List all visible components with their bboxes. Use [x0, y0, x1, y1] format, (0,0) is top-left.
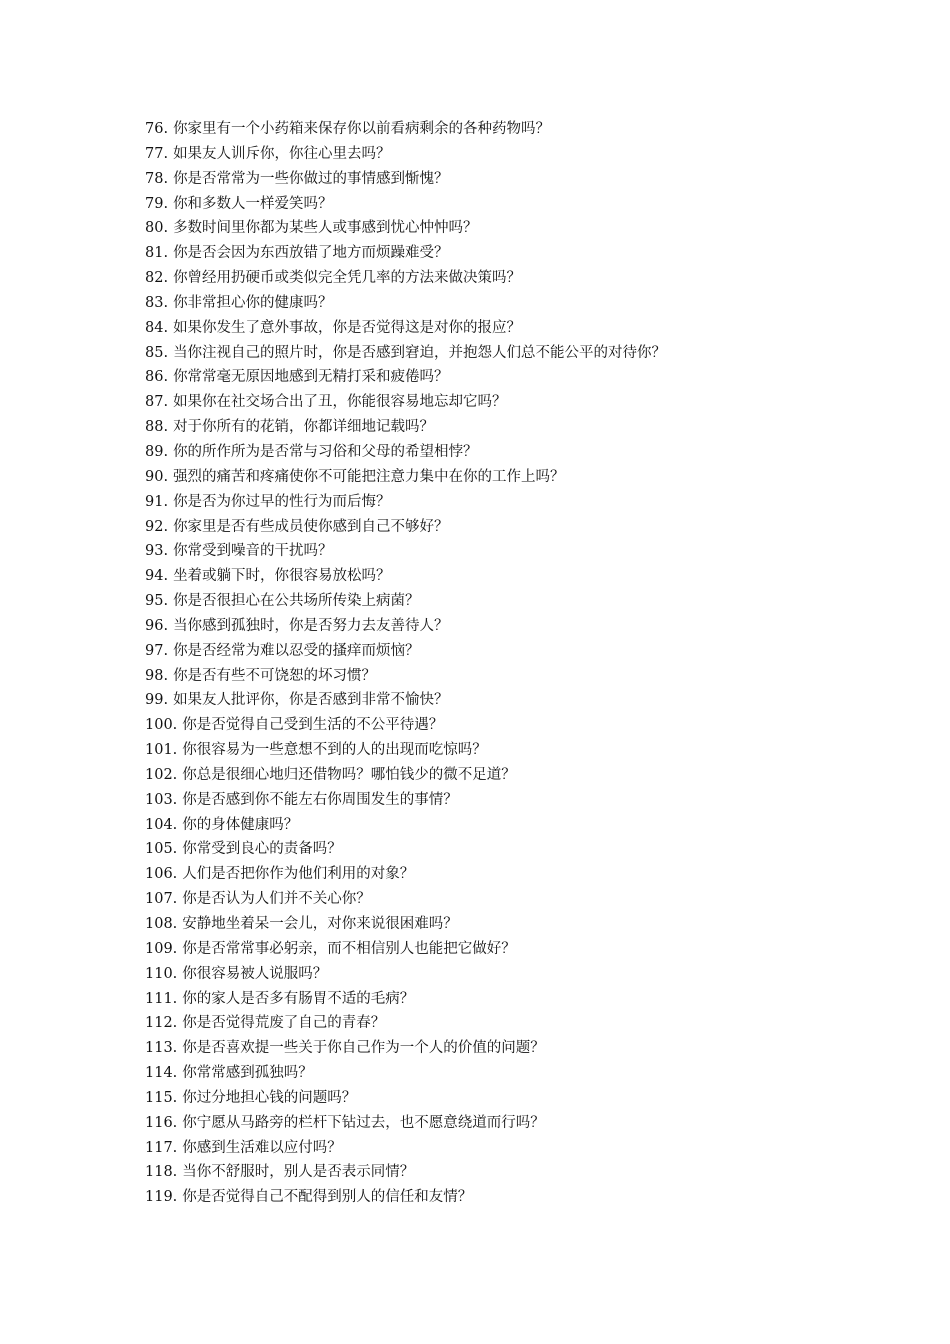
question-item: [145, 1036, 905, 1061]
question-number: 81.: [145, 245, 169, 262]
question-number: 80.: [145, 220, 169, 237]
question-number: 79.: [145, 195, 169, 212]
question-item: [145, 490, 905, 515]
question-item: [145, 1086, 905, 1111]
question-text: 你是否经常为难以忍受的搔痒而烦恼？: [173, 642, 420, 659]
question-item: [145, 614, 905, 639]
question-item: [145, 266, 905, 291]
question-text: 如果你发生了意外事故，你是否觉得这是对你的报应？: [173, 319, 522, 336]
question-text: 当你注视自己的照片时，你是否感到窘迫，并抱怨人们总不能公平的对待你？: [173, 344, 667, 361]
question-item: [145, 142, 905, 167]
question-number: 77.: [145, 145, 169, 162]
question-text: 你是否为你过早的性行为而后悔？: [173, 493, 391, 510]
question-item: [145, 1185, 905, 1210]
question-text: 你是否觉得自己不配得到别人的信任和友情？: [182, 1189, 473, 1206]
question-text: 当你不舒服时，别人是否表示同情？: [182, 1164, 415, 1181]
question-text: 你是否常常事必躬亲，而不相信别人也能把它做好？: [182, 940, 516, 957]
question-text: 你是否觉得荒废了自己的青春？: [182, 1015, 386, 1032]
question-number: 96.: [145, 617, 169, 634]
question-item: [145, 365, 905, 390]
question-item: [145, 788, 905, 813]
question-text: 你非常担心你的健康吗？: [173, 294, 333, 311]
question-text: 你宁愿从马路旁的栏杆下钻过去，也不愿意绕道而行吗？: [182, 1114, 545, 1131]
question-item: [145, 987, 905, 1012]
question-text: 你是否有些不可饶恕的坏习惯？: [173, 667, 377, 684]
question-number: 101.: [145, 742, 178, 759]
question-item: [145, 862, 905, 887]
question-text: 你和多数人一样爱笑吗？: [173, 195, 333, 212]
question-item: [145, 887, 905, 912]
question-item: [145, 216, 905, 241]
question-number: 95.: [145, 593, 169, 610]
question-item: [145, 564, 905, 589]
question-number: 111.: [145, 990, 178, 1007]
question-item: [145, 1160, 905, 1185]
question-item: [145, 1061, 905, 1086]
question-item: [145, 1136, 905, 1161]
question-number: 110.: [145, 965, 178, 982]
question-item: [145, 241, 905, 266]
question-item: [145, 415, 905, 440]
question-item: [145, 1011, 905, 1036]
question-text: 你的身体健康吗？: [182, 816, 299, 833]
question-item: [145, 763, 905, 788]
question-text: 你的家人是否多有肠胃不适的毛病？: [182, 990, 415, 1007]
question-item: [145, 962, 905, 987]
question-text: 你很容易被人说服吗？: [182, 965, 328, 982]
question-number: 83.: [145, 294, 169, 311]
question-text: 你常常感到孤独吗？: [182, 1065, 313, 1082]
question-item: [145, 837, 905, 862]
question-item: [145, 713, 905, 738]
question-item: [145, 589, 905, 614]
question-text: 当你感到孤独时，你是否努力去友善待人？: [173, 617, 449, 634]
question-number: 115.: [145, 1089, 178, 1106]
question-text: 人们是否把你作为他们利用的对象？: [182, 866, 415, 883]
question-list: [145, 117, 905, 1210]
question-text: 你是否很担心在公共场所传染上病菌？: [173, 593, 420, 610]
question-item: [145, 291, 905, 316]
question-number: 99.: [145, 692, 169, 709]
question-number: 118.: [145, 1164, 178, 1181]
question-text: 如果友人训斥你，你往心里去吗？: [173, 145, 391, 162]
question-text: 强烈的痛苦和疼痛使你不可能把注意力集中在你的工作上吗？: [173, 468, 565, 485]
question-item: [145, 1111, 905, 1136]
question-item: [145, 688, 905, 713]
question-text: 如果你在社交场合出了丑，你能很容易地忘却它吗？: [173, 394, 507, 411]
question-number: 106.: [145, 866, 178, 883]
question-text: 你是否认为人们并不关心你？: [182, 891, 371, 908]
question-number: 119.: [145, 1189, 178, 1206]
question-number: 107.: [145, 891, 178, 908]
question-number: 113.: [145, 1040, 178, 1057]
question-number: 116.: [145, 1114, 178, 1131]
question-number: 117.: [145, 1139, 178, 1156]
question-number: 93.: [145, 543, 169, 560]
question-item: [145, 515, 905, 540]
question-item: [145, 639, 905, 664]
question-number: 108.: [145, 916, 178, 932]
question-number: 100.: [145, 717, 178, 734]
question-text: 你很容易为一些意想不到的人的出现而吃惊吗？: [182, 742, 487, 759]
question-text: 你是否喜欢提一些关于你自己作为一个人的价值的问题？: [182, 1040, 545, 1057]
question-number: 78.: [145, 170, 169, 187]
question-number: 87.: [145, 394, 169, 411]
question-number: 98.: [145, 667, 169, 684]
question-item: [145, 316, 905, 341]
question-text: 你是否觉得自己受到生活的不公平待遇？: [182, 717, 444, 734]
question-number: 114.: [145, 1065, 178, 1082]
question-item: [145, 664, 905, 689]
question-number: 89.: [145, 443, 169, 460]
question-number: 90.: [145, 468, 169, 485]
question-number: 94.: [145, 568, 169, 585]
question-text: 你家里有一个小药箱来保存你以前看病剩余的各种药物吗？: [173, 121, 551, 137]
question-number: 105.: [145, 841, 178, 858]
question-number: 91.: [145, 493, 169, 510]
question-item: [145, 539, 905, 564]
question-text: 你感到生活难以应付吗？: [182, 1139, 342, 1156]
question-item: [145, 465, 905, 490]
question-item: [145, 937, 905, 962]
question-number: 103.: [145, 791, 178, 808]
question-text: 如果友人批评你，你是否感到非常不愉快？: [173, 692, 449, 709]
question-text: 你常受到噪音的干扰吗？: [173, 543, 333, 560]
question-text: 你常常毫无原因地感到无精打采和疲倦吗？: [173, 369, 449, 386]
question-text: 多数时间里你都为某些人或事感到忧心忡忡吗？: [173, 220, 478, 237]
question-text: 你是否感到你不能左右你周围发生的事情？: [182, 791, 458, 808]
question-text: 坐着或躺下时，你很容易放松吗？: [173, 568, 391, 585]
question-number: 85.: [145, 344, 169, 361]
question-item: [145, 167, 905, 192]
question-item: [145, 738, 905, 763]
question-text: 你总是很细心地归还借物吗？哪怕钱少的微不足道？: [182, 766, 516, 783]
question-text: 你是否常常为一些你做过的事情感到惭愧？: [173, 170, 449, 187]
question-number: 104.: [145, 816, 178, 833]
question-number: 112.: [145, 1015, 178, 1032]
question-item: [145, 117, 905, 142]
question-number: 92.: [145, 518, 169, 535]
question-number: 82.: [145, 270, 169, 287]
question-number: 97.: [145, 642, 169, 659]
question-item: [145, 390, 905, 415]
question-text: 你常受到良心的责备吗？: [182, 841, 342, 858]
question-text: 你曾经用扔硬币或类似完全凭几率的方法来做决策吗？: [173, 270, 522, 287]
question-item: [145, 440, 905, 465]
question-number: 109.: [145, 940, 178, 957]
question-number: 84.: [145, 319, 169, 336]
question-text: 你是否会因为东西放错了地方而烦躁难受？: [173, 245, 449, 262]
question-number: 76.: [145, 121, 169, 137]
question-text: 安静地坐着呆一会儿，对你来说很困难吗？: [182, 916, 458, 932]
question-item: [145, 813, 905, 838]
question-item: [145, 341, 905, 366]
question-number: 88.: [145, 419, 169, 436]
question-number: 86.: [145, 369, 169, 386]
question-text: 你家里是否有些成员使你感到自己不够好？: [173, 518, 449, 535]
question-text: 对于你所有的花销，你都详细地记载吗？: [173, 419, 435, 436]
question-item: [145, 912, 905, 937]
question-text: 你的所作所为是否常与习俗和父母的希望相悖？: [173, 443, 478, 460]
question-text: 你过分地担心钱的问题吗？: [182, 1089, 357, 1106]
question-item: [145, 192, 905, 217]
question-number: 102.: [145, 766, 178, 783]
